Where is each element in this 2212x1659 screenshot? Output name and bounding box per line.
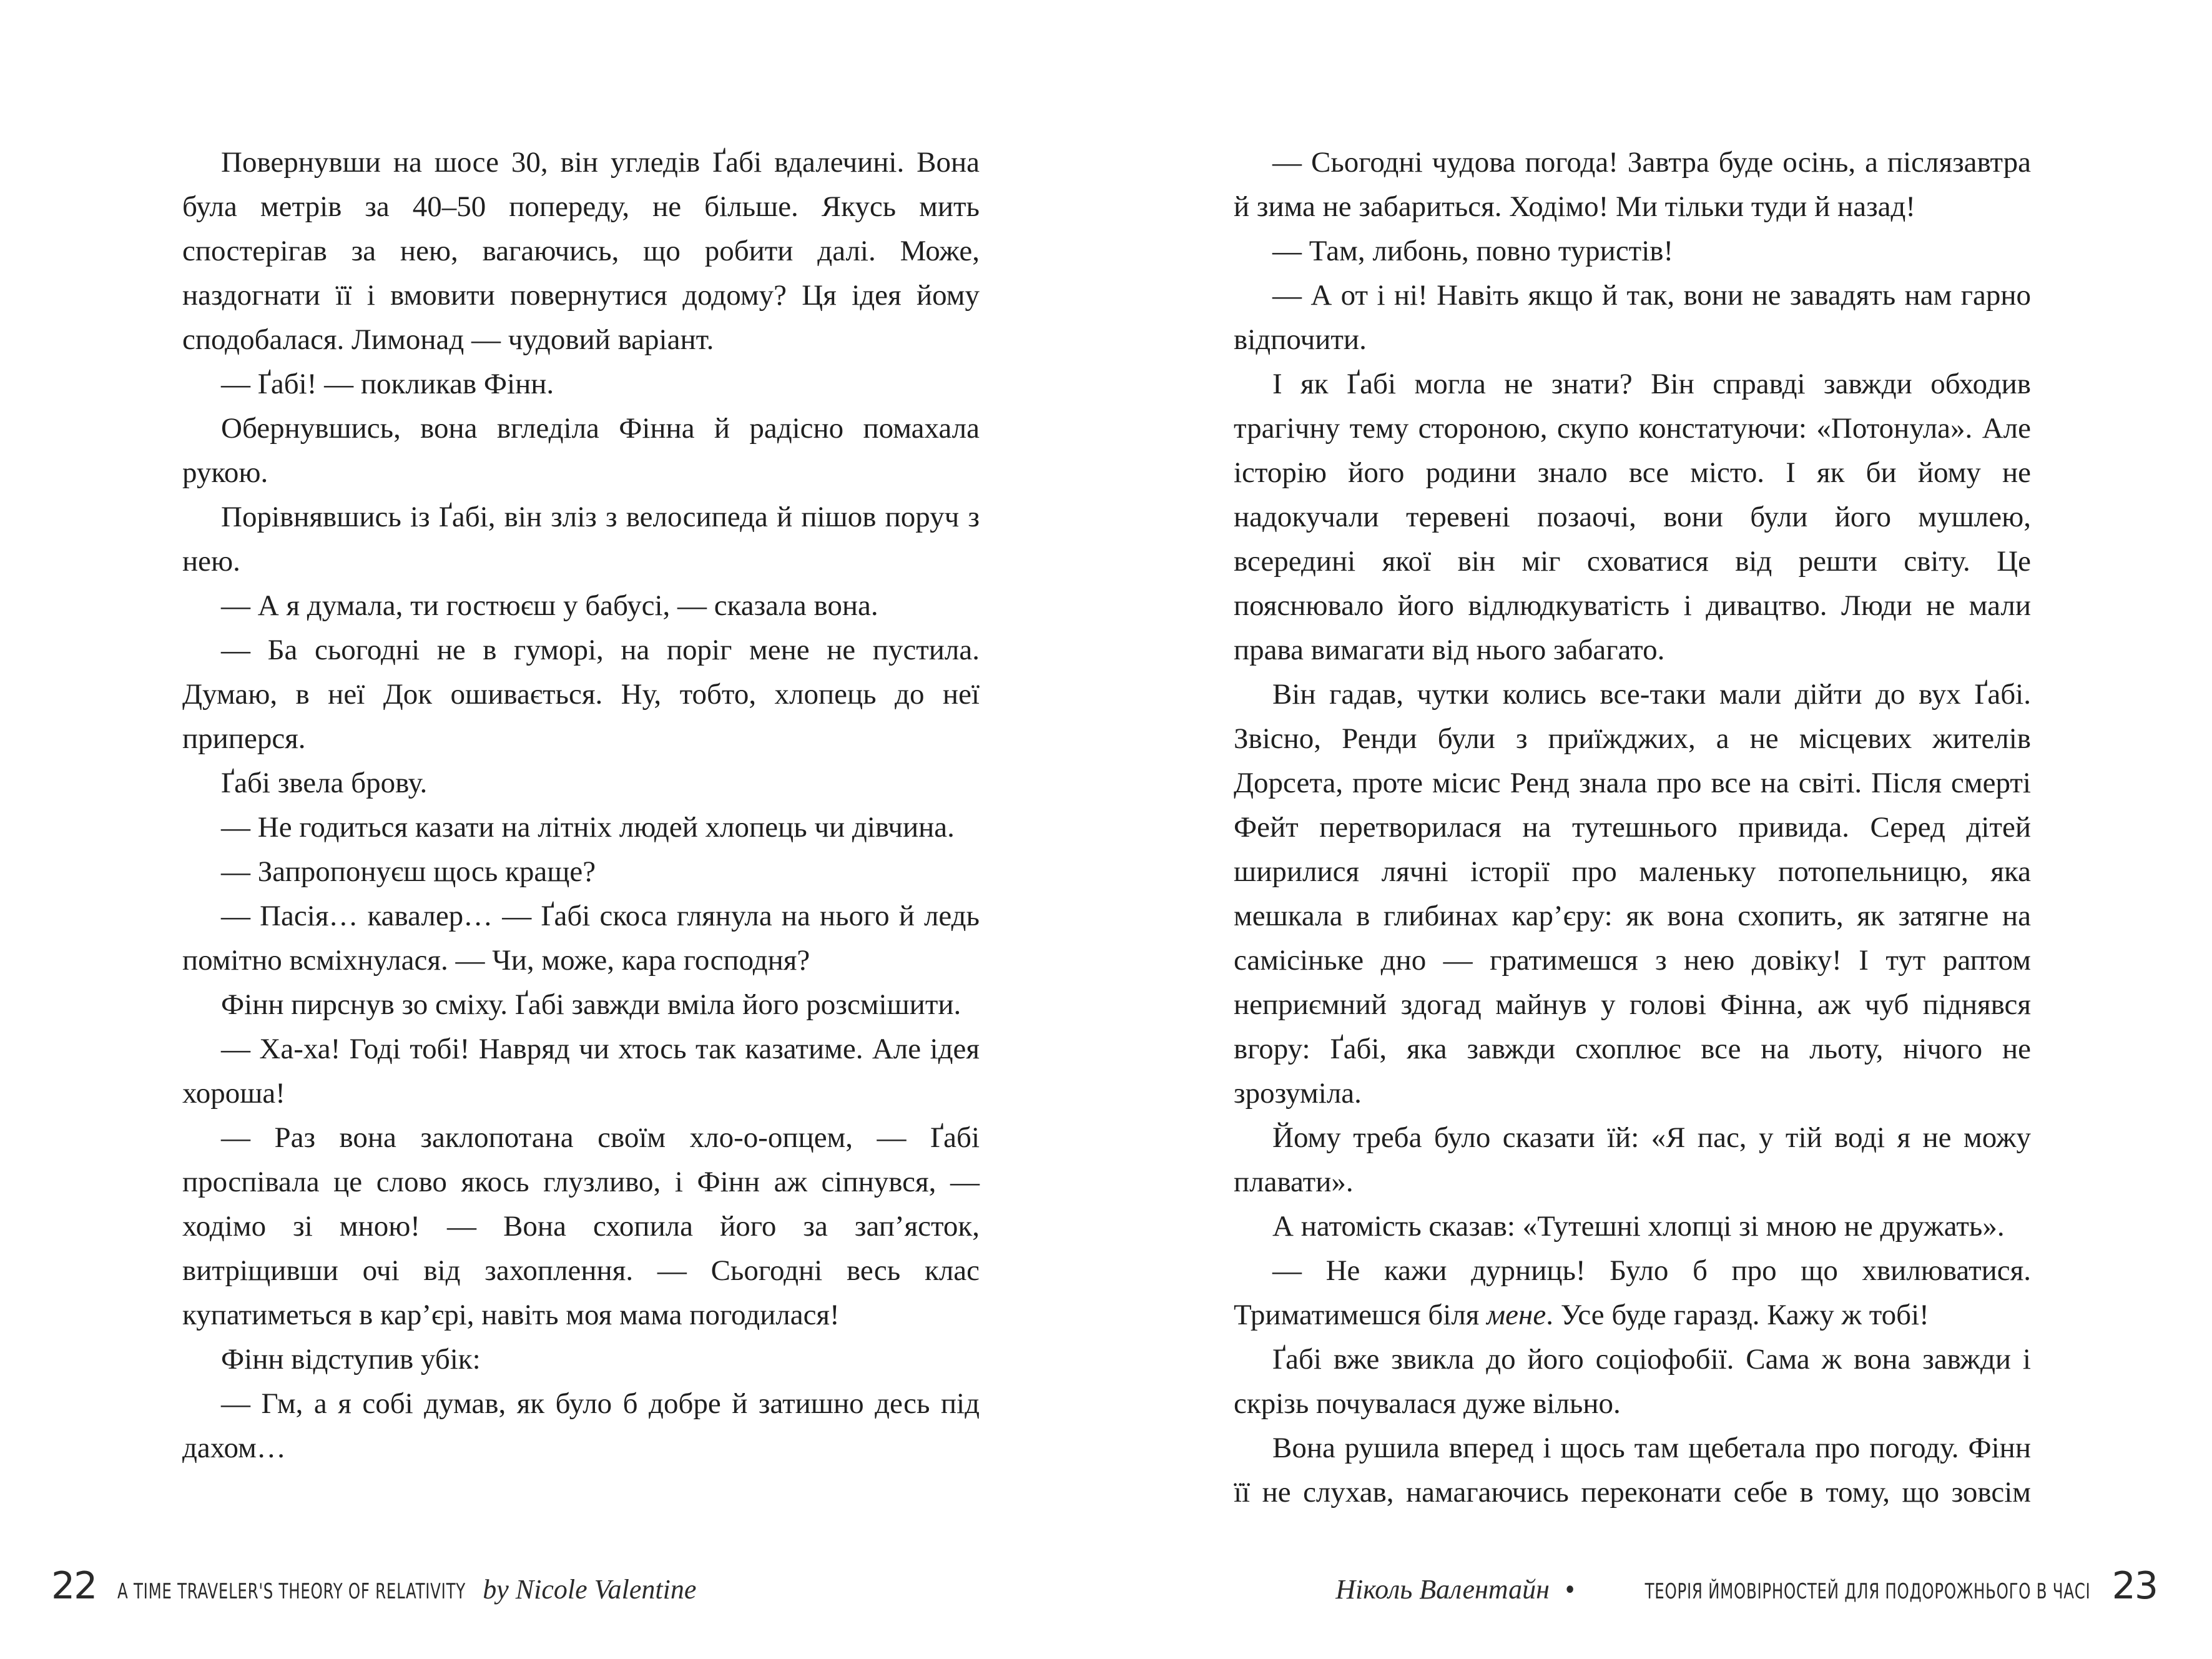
- author-name: by Nicole Valentine: [483, 1574, 697, 1605]
- paragraph: Вона рушила вперед і щось там щебетала про погоду. Фінн її не слухав, намагаючись переконати себе в тому, що зовсім: [1234, 1432, 2031, 1509]
- paragraph-part: . Усе буде гаразд. Кажу ж тобі!: [1546, 1299, 1929, 1331]
- right-footer: [1335, 1564, 2157, 1608]
- paragraph: Фінн пирснув зо сміху. Ґабі завжди вміла його розсмішити.: [221, 988, 961, 1021]
- paragraph: — Ба сьогодні не в гуморі, на поріг мене не пустила. Думаю, в неї Док ошивається. Ну, тобто, хлопець до неї приперся.: [182, 634, 980, 755]
- paragraph: Йому треба було сказати їй: «Я пас, у тій воді я не можу плавати».: [1234, 1121, 2031, 1198]
- paragraph: — Не годиться казати на літніх людей хлопець чи дівчина.: [221, 811, 955, 844]
- left-page: [182, 140, 980, 1470]
- paragraph: І як Ґабі могла не знати? Він справді завжди обходив трагічну тему стороною, скупо констатуючи: «Потонула». Але історію його родини знало все місто. І як би йому не надокучали теревені позаочі, вони були його мушлею, всередині якої він міг сховатися від решти світу. Це пояснювало його відлюдкуватість і дивацтво. Люди не мали права вимагати від нього забагато.: [1234, 368, 2031, 666]
- left-page-text: [182, 140, 980, 1470]
- right-page: [1234, 140, 2031, 1515]
- paragraph: — Сьогодні чудова погода! Завтра буде осінь, а післязавтра й зима не забариться. Ходімо! Ми тільки туди й назад!: [1234, 146, 2031, 223]
- author-name: Ніколь Валентайн: [1335, 1574, 1550, 1605]
- paragraph: — Ґабі! — покликав Фінн.: [221, 368, 554, 400]
- paragraph: — Там, либонь, повно туристів!: [1272, 235, 1674, 267]
- paragraph: — Гм, а я собі думав, як було б добре й затишно десь під дахом…: [182, 1387, 980, 1464]
- page-number: 23: [2111, 1564, 2157, 1608]
- series-title: A TIME TRAVELER'S THEORY OF RELATIVITY: [117, 1579, 466, 1604]
- paragraph: Повернувши на шосе 30, він угледів Ґабі вдалечині. Вона була метрів за 40–50 попереду, не більше. Якусь мить спостерігав за нею, вагаючись, що робити далі. Може, наздогнати її і вмовити повернутися додому? Ця ідея йому сподобалася. Лимонад — чудовий варіант.: [182, 146, 980, 356]
- paragraph: Порівнявшись із Ґабі, він зліз з велосипеда й пішов поруч з нею.: [182, 501, 980, 578]
- paragraph-with-emphasis: [1234, 1249, 2031, 1337]
- series-title: ТЕОРІЯ ЙМОВІРНОСТЕЙ ДЛЯ ПОДОРОЖНЬОГО В ЧАСІ: [1644, 1579, 2091, 1604]
- paragraph: — А я думала, ти гостюєш у бабусі, — сказала вона.: [221, 589, 878, 622]
- paragraph: Обернувшись, вона вгледіла Фінна й радісно помахала рукою.: [182, 412, 980, 489]
- paragraph: А натомість сказав: «Тутешні хлопці зі мною не дружать».: [1272, 1210, 2005, 1243]
- paragraph: Він гадав, чутки колись все-таки мали дійти до вух Ґабі. Звісно, Ренди були з приїжджих, а не місцевих жителів Дорсета, проте місис Ренд знала про все на світі. Після смерті Фейт перетворилася на тутешнього привида. Серед дітей ширилися лячні історії про маленьку потопельницю, яка мешкала в глибинах кар’єру: як вона схопить, як затягне на самісіньке дно — гратимешся з нею довіку! І тут раптом неприємний здогад майнув у голові Фінна, аж чуб піднявся вгору: Ґабі, яка завжди схоплює все на льоту, нічого не зрозуміла.: [1234, 678, 2031, 1110]
- page-number: 22: [51, 1564, 97, 1608]
- right-page-text: [1234, 140, 2031, 1515]
- bullet-separator: •: [1563, 1576, 1577, 1605]
- paragraph: Фінн відступив убік:: [221, 1343, 481, 1376]
- paragraph: — Пасія… кавалер… — Ґабі скоса глянула на нього й ледь помітно всміхнулася. — Чи, може, кара господня?: [182, 900, 980, 977]
- paragraph: — Раз вона заклопотана своїм хло-о-опцем, — Ґабі проспівала це слово якось глузливо, і Фінн аж сіпнувся, — ходімо зі мною! — Вона схопила його за зап’ясток, витріщивши очі від захоплення. — Сьогодні весь клас купатиметься в кар’єрі, навіть моя мама погодилася!: [182, 1121, 980, 1331]
- emphasis-word: мене: [1487, 1299, 1546, 1331]
- paragraph-part: — Не кажи дурниць! Було б про що хвилюватися. Триматимешся біля: [1234, 1254, 2031, 1331]
- paragraph: — Запропонуєш щось краще?: [221, 855, 596, 888]
- paragraph: — Ха-ха! Годі тобі! Навряд чи хтось так казатиме. Але ідея хороша!: [182, 1033, 980, 1110]
- paragraph: Ґабі вже звикла до його соціофобії. Сама ж вона завжди і скрізь почувалася дуже вільно.: [1234, 1343, 2031, 1420]
- paragraph: Ґабі звела брову.: [221, 767, 428, 799]
- paragraph: — А от і ні! Навіть якщо й так, вони не завадять нам гарно відпочити.: [1234, 279, 2031, 356]
- left-footer: [51, 1564, 696, 1608]
